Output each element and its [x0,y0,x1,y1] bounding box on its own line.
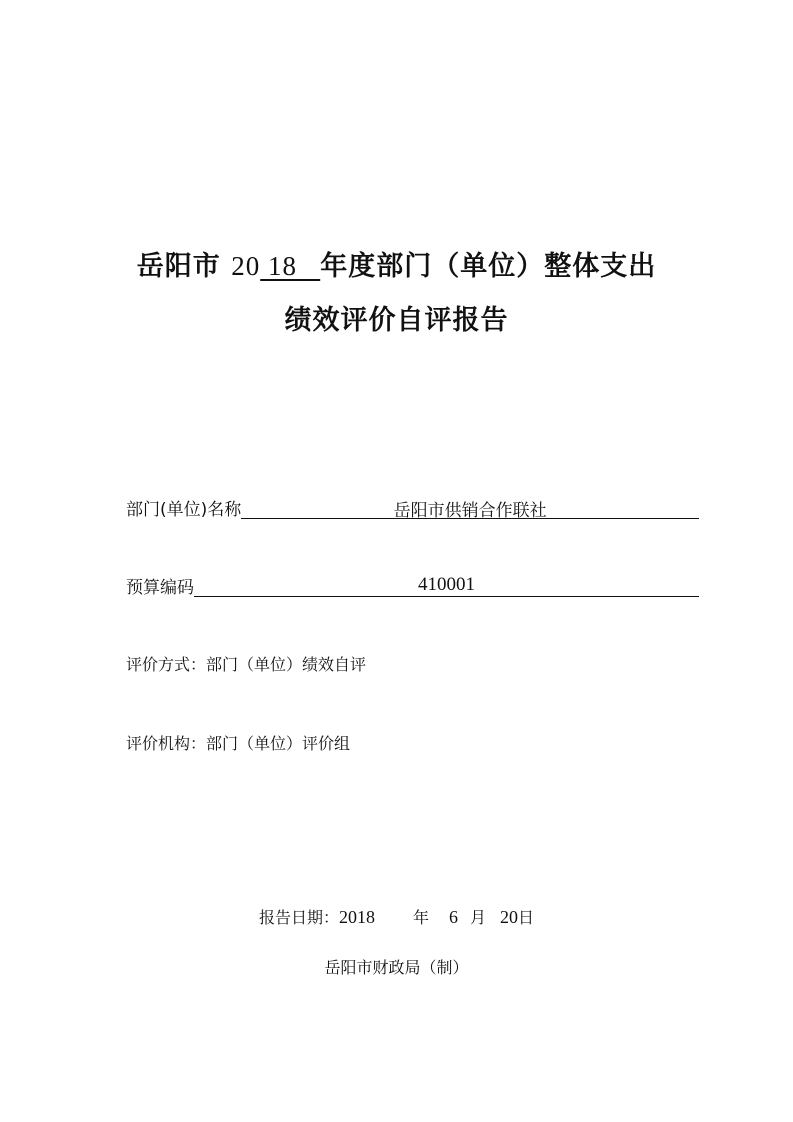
title-prefix: 岳阳市 [136,251,232,282]
title-year-prefix: 20 [231,251,261,281]
evaluation-method-label: 评价方式： [126,655,207,674]
evaluation-org-value: 部门（单位）评价组 [206,734,351,753]
report-year-unit: 年 [412,908,429,927]
budget-code-field [126,570,699,598]
issuer: 岳阳市财政局（制） [324,958,469,977]
dept-name-field [126,492,699,520]
budget-code-underline [194,572,699,597]
report-month: 6 [449,907,458,927]
budget-code-label: 预算编码 [126,578,194,598]
report-day-unit: 日 [518,908,535,927]
dept-name-label: 部门(单位)名称 [126,500,242,520]
dept-name-underline [241,494,699,519]
evaluation-method-value: 部门（单位）绩效自评 [206,655,367,674]
dept-name-value: 岳阳市供销合作联社 [393,501,547,521]
report-title-line1 [0,244,793,283]
report-date [0,905,793,928]
budget-code-value: 410001 [418,574,475,595]
title-year-underlined: 18 [267,251,297,281]
report-month-unit: 月 [470,908,487,927]
evaluation-method [126,652,366,675]
report-year: 2018 [338,907,375,927]
report-title-line2: 绩效评价自评报告 [284,305,509,336]
title-suffix: 年度部门（单位）整体支出 [320,251,657,282]
evaluation-org-label: 评价机构： [126,734,207,753]
report-day: 20 [500,907,519,927]
evaluation-organization [126,731,350,754]
report-date-label: 报告日期： [258,908,339,927]
